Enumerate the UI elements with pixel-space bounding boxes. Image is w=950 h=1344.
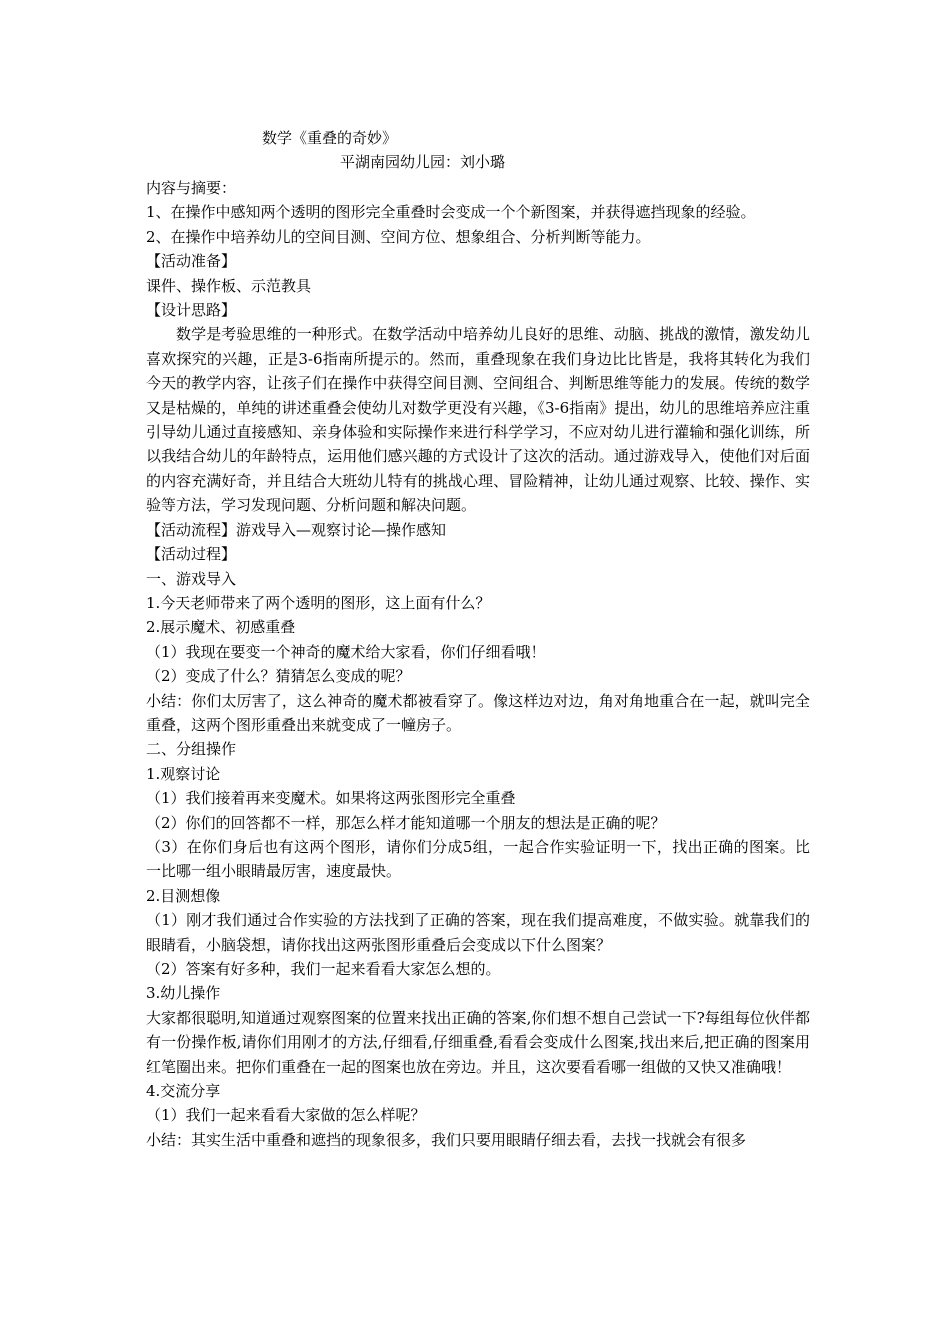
sub-item: （1）刚才我们通过合作实验的方法找到了正确的答案，现在我们提高难度，不做实验。就靠我们的眼睛看，小脑袋想，请你找出这两张图形重叠后会变成以下什么图案？ [146,911,810,954]
list-item: 1.观察讨论 [146,764,221,783]
summary-paragraph: 小结：其实生活中重叠和遮挡的现象很多，我们只要用眼睛仔细去看，去找一找就会有很多 [146,1130,747,1149]
summary-item: 1、在操作中感知两个透明的图形完全重叠时会变成一个个新图案，并获得遮挡现象的经验。 [146,203,756,222]
sub-item: （2）你们的回答都不一样，那怎么样才能知道哪一个朋友的想法是正确的呢？ [146,813,666,832]
list-item: 2.目测想像 [146,886,221,905]
summary-item: 2、在操作中培养幼儿的空间目测、空间方位、想象组合、分析判断等能力。 [146,227,651,246]
document-title: 数学《重叠的奇妙》 [262,129,398,147]
prep-heading: 【活动准备】 [146,252,237,271]
sub-item: （1）我们一起来看看大家做的怎么样呢？ [146,1106,426,1125]
sub-item: （1）我们接着再来变魔术。如果将这两张图形完全重叠 [146,789,516,808]
document-author: 平湖南园幼儿园：刘小璐 [340,153,506,171]
sub-item: （2）变成了什么？猜猜怎么变成的呢？ [146,667,411,686]
flow-line: 【活动流程】游戏导入—观察讨论—操作感知 [146,520,447,539]
sub-item: （3）在你们身后也有这两个图形，请你们分成5组，一起合作实验证明一下，找出正确的图案。比一比哪一组小眼睛最厉害，速度最快。 [146,837,810,881]
sub-item: （2）答案有好多种，我们一起来看看大家怎么想的。 [146,960,501,978]
prep-text: 课件、操作板、示范教具 [146,276,312,295]
section-heading: 二、分组操作 [146,740,237,759]
process-heading: 【活动过程】 [146,545,237,564]
sub-item: （1）我现在要变一个神奇的魔术给大家看，你们仔细看哦！ [146,642,546,661]
list-item: 2.展示魔术、初感重叠 [146,618,296,637]
operation-paragraph: 大家都很聪明,知道通过观察图案的位置来找出正确的答案,你们想不想自己尝试一下?每组每位伙伴都有一份操作板,请你们用刚才的方法,仔细看,仔细重叠,看看会变成什么图案,找出来后,把正确的图案用红笔圈出来。把你们重叠在一起的图案也放在旁边。并且，这次要看看哪一组做的又快又准确哦！ [146,1008,810,1076]
list-item: 3.幼儿操作 [146,984,221,1003]
design-heading: 【设计思路】 [146,301,237,320]
summary-paragraph: 小结：你们太厉害了，这么神奇的魔术都被看穿了。像这样边对边，角对角地重合在一起，就叫完全重叠，这两个图形重叠出来就变成了一幢房子。 [146,691,810,734]
design-paragraph: 数学是考验思维的一种形式。在数学活动中培养幼儿良好的思维、动脑、挑战的激情，激发幼儿喜欢探究的兴趣，正是3-6指南所提示的。然而，重叠现象在我们身边比比皆是，我将其转化为我们今天的教学内容，让孩子们在操作中获得空间目测、空间组合、判断思维等能力的发展。传统的数学又是枯燥的，单纯的讲述重叠会使幼儿对数学更没有兴趣，《3-6指南》提出，幼儿的思维培养应注重引导幼儿通过直接感知、亲身体验和实际操作来进行科学学习，不应对幼儿进行灌输和强化训练，所以我结合幼儿的年龄特点，运用他们感兴趣的方式设计了这次的活动。通过游戏导入，使他们对后面的内容充满好奇，并且结合大班幼儿特有的挑战心理、冒险精神，让幼儿通过观察、比较、操作、实验等方法，学习发现问题、分析问题和解决问题。 [146,325,810,515]
section-heading: 一、游戏导入 [146,569,237,588]
list-item: 1.今天老师带来了两个透明的图形，这上面有什么？ [146,593,491,612]
summary-heading: 内容与摘要： [146,179,237,197]
list-item: 4.交流分享 [146,1082,221,1101]
document-body [146,176,810,1152]
